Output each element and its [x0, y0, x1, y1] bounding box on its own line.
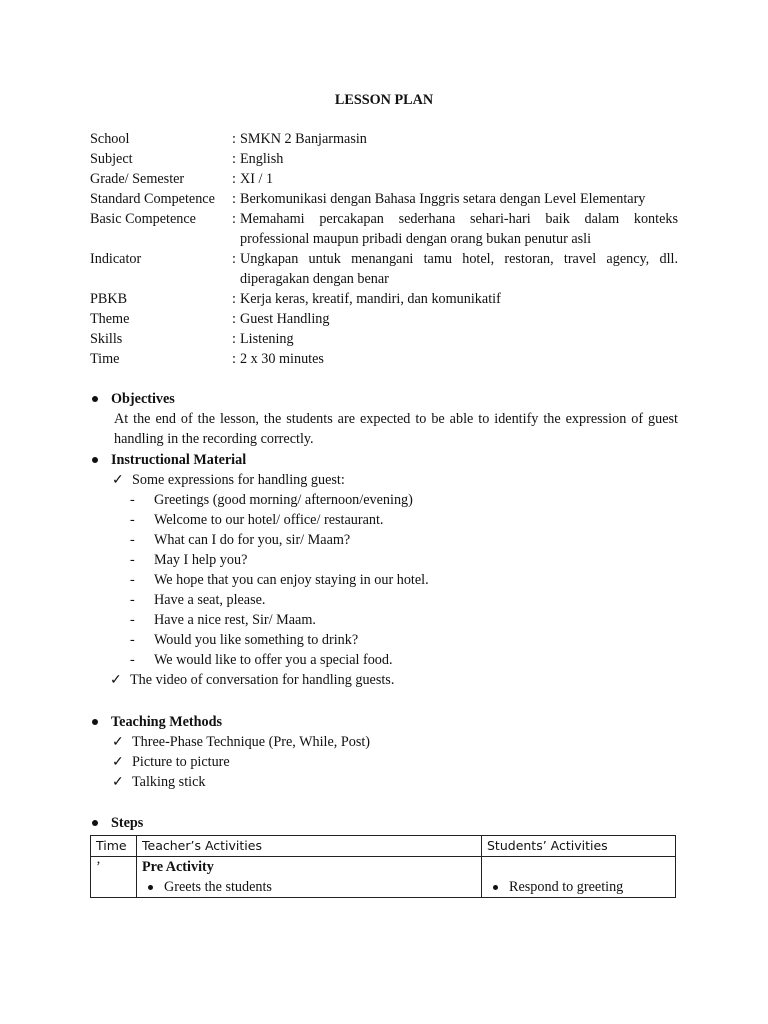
info-value: Memahami percakapan sederhana sehari-hari baik dalam konteks professional maupun pribadi dengan orang bukan penutur asli [240, 211, 678, 247]
dash-text: Have a seat, please. [154, 592, 266, 608]
dash-item [130, 510, 678, 530]
dash-mark: - [130, 492, 135, 508]
info-label: Subject [90, 151, 133, 167]
info-value-wrap [232, 149, 678, 169]
colon: : [232, 151, 236, 167]
info-label: Theme [90, 311, 130, 327]
info-value-wrap [232, 289, 678, 309]
bullet-dot-icon [92, 396, 98, 402]
info-value: English [240, 151, 284, 167]
info-value-wrap [232, 349, 678, 369]
info-row-pbkb [90, 289, 678, 309]
info-row-grade [90, 169, 678, 189]
student-activity [487, 877, 670, 897]
material-heading-row [90, 450, 678, 470]
dash-text: Have a nice rest, Sir/ Maam. [154, 612, 316, 628]
dash-text: What can I do for you, sir/ Maam? [154, 532, 351, 548]
info-value: Kerja keras, kreatif, mandiri, dan komunikatif [240, 291, 501, 307]
dash-item [130, 610, 678, 630]
dash-text: We would like to offer you a special food. [154, 652, 393, 668]
cell-students [482, 857, 676, 898]
dash-text: We hope that you can enjoy staying in our hotel. [154, 572, 429, 588]
info-value-wrap [232, 129, 678, 149]
steps-table [90, 835, 676, 898]
info-label: PBKB [90, 291, 128, 307]
steps-heading-row [90, 813, 678, 833]
check-item [112, 752, 678, 772]
checkmark-icon: ✓ [112, 734, 124, 750]
check-item [112, 772, 678, 792]
methods-heading: Teaching Methods [111, 714, 223, 730]
dash-item [130, 570, 678, 590]
check-item [110, 670, 678, 690]
info-row-standard [90, 189, 678, 209]
info-value: Ungkapan untuk menangani tamu hotel, restoran, travel agency, dll. diperagakan dengan benar [240, 251, 678, 287]
objectives-heading-row [90, 389, 678, 409]
info-label: Standard Competence [90, 191, 215, 207]
colon: : [232, 171, 236, 187]
page-title: LESSON PLAN [334, 92, 434, 108]
dash-mark: - [130, 592, 135, 608]
bullet-dot-icon [92, 457, 98, 463]
colon: : [232, 131, 236, 147]
checkmark-icon: ✓ [112, 774, 124, 790]
info-value: XI / 1 [240, 171, 274, 187]
check-text: Some expressions for handling guest: [132, 472, 345, 488]
info-row-school [90, 129, 678, 149]
dash-mark: - [130, 632, 135, 648]
methods-section [90, 712, 678, 792]
checkmark-icon: ✓ [112, 472, 124, 488]
objectives-section [90, 389, 678, 449]
info-value-wrap [232, 189, 678, 209]
bullet-dot-icon [92, 719, 98, 725]
info-value-wrap [232, 209, 678, 249]
check-text: Picture to picture [132, 754, 230, 770]
material-section [90, 450, 678, 690]
colon: : [232, 211, 236, 227]
check-item [112, 732, 678, 752]
info-value-wrap [232, 169, 678, 189]
checkmark-icon: ✓ [112, 754, 124, 770]
dash-mark: - [130, 652, 135, 668]
bullet-dot-icon [92, 820, 98, 826]
colon: : [232, 191, 236, 207]
dash-mark: - [130, 572, 135, 588]
dash-item [130, 490, 678, 510]
methods-heading-row [90, 712, 678, 732]
cell-teacher [137, 857, 482, 898]
objectives-text: At the end of the lesson, the students are expected to be able to identify the expression of guest handling in the recording correctly. [114, 411, 678, 447]
dash-text: May I help you? [154, 552, 248, 568]
dash-item [130, 590, 678, 610]
colon: : [232, 291, 236, 307]
cell-time: ’ [91, 857, 137, 898]
dash-mark: - [130, 612, 135, 628]
material-heading: Instructional Material [111, 452, 247, 468]
teacher-activity-text: Greets the students [164, 879, 272, 895]
info-block [90, 129, 678, 369]
info-label: Grade/ Semester [90, 171, 185, 187]
info-value: Guest Handling [240, 311, 330, 327]
dash-text: Would you like something to drink? [154, 632, 359, 648]
colon: : [232, 251, 236, 267]
checkmark-icon: ✓ [110, 672, 122, 688]
steps-section [90, 813, 678, 833]
check-text: The video of conversation for handling guests. [130, 672, 395, 688]
info-row-skills [90, 329, 678, 349]
check-text: Talking stick [132, 774, 206, 790]
check-item [112, 470, 678, 490]
dash-text: Welcome to our hotel/ office/ restaurant. [154, 512, 384, 528]
colon: : [232, 351, 236, 367]
teacher-activity [142, 877, 476, 897]
info-row-indicator [90, 249, 678, 289]
colon: : [232, 331, 236, 347]
info-label: Basic Competence [90, 211, 196, 227]
table-header-row [91, 836, 676, 857]
dash-mark: - [130, 532, 135, 548]
info-row-subject [90, 149, 678, 169]
dash-item [130, 650, 678, 670]
dash-mark: - [130, 512, 135, 528]
phase-label: Pre Activity [142, 859, 214, 875]
info-label: School [90, 131, 130, 147]
info-label: Skills [90, 331, 123, 347]
info-value-wrap [232, 329, 678, 349]
info-value: SMKN 2 Banjarmasin [240, 131, 367, 147]
check-text: Three-Phase Technique (Pre, While, Post) [132, 734, 371, 750]
dash-item [130, 550, 678, 570]
dash-mark: - [130, 552, 135, 568]
colon: : [232, 311, 236, 327]
info-value-wrap [232, 249, 678, 289]
dash-item [130, 530, 678, 550]
info-value-wrap [232, 309, 678, 329]
bullet-dot-icon [493, 885, 498, 890]
bullet-dot-icon [148, 885, 153, 890]
dash-item [130, 630, 678, 650]
info-label: Indicator [90, 251, 142, 267]
info-value: Listening [240, 331, 294, 347]
steps-heading: Steps [111, 815, 144, 831]
info-row-theme [90, 309, 678, 329]
student-activity-text: Respond to greeting [509, 879, 624, 895]
info-value: Berkomunikasi dengan Bahasa Inggris setara dengan Level Elementary [240, 191, 646, 207]
info-row-time [90, 349, 678, 369]
info-value: 2 x 30 minutes [240, 351, 324, 367]
info-label: Time [90, 351, 120, 367]
header-teacher: Teacher’s Activities [137, 836, 482, 857]
dash-text: Greetings (good morning/ afternoon/evening) [154, 492, 413, 508]
info-row-basic [90, 209, 678, 249]
header-time: Time [91, 836, 137, 857]
table-row [91, 857, 676, 898]
objectives-heading: Objectives [111, 391, 175, 407]
header-students: Students’ Activities [482, 836, 676, 857]
